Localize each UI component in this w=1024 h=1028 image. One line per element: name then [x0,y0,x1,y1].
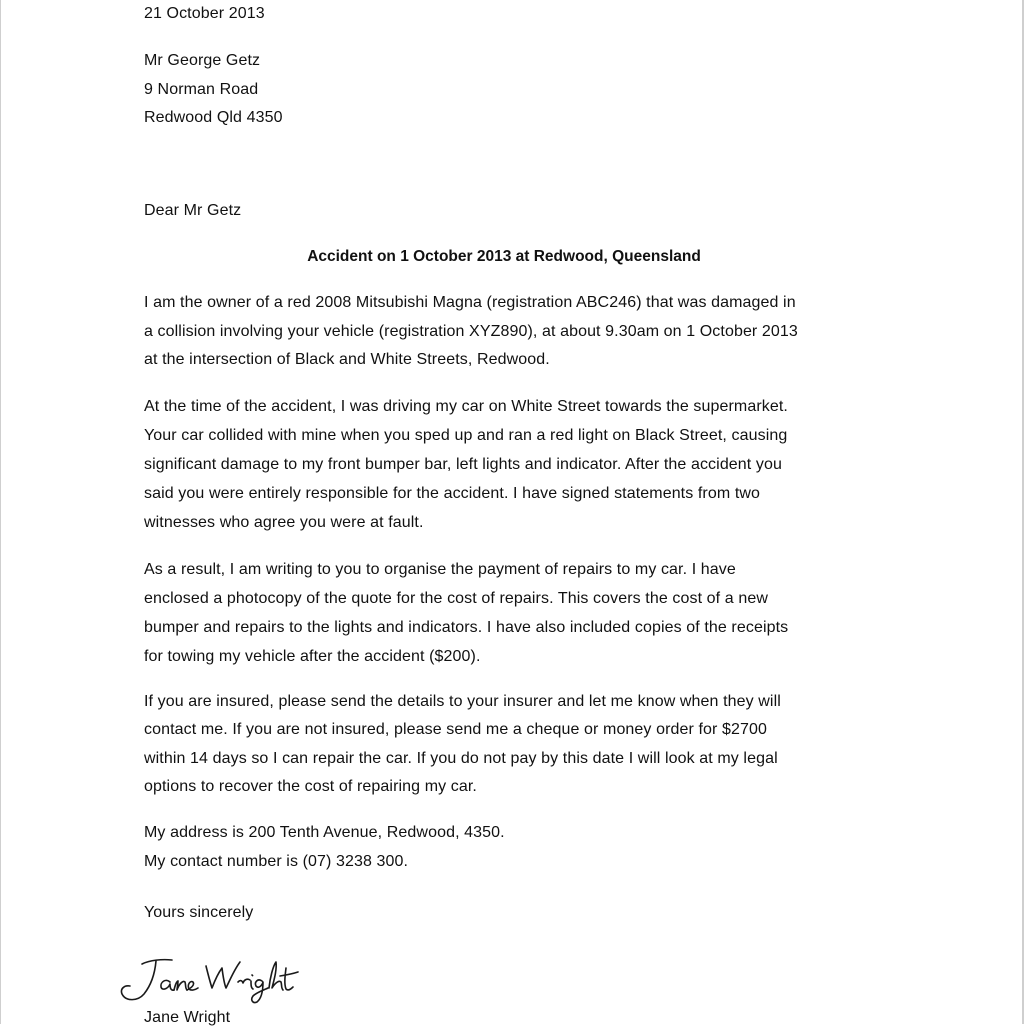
body-line: As a result, I am writing to you to organise the payment of repairs to my car. I have [144,561,736,578]
recipient-street: 9 Norman Road [144,81,259,98]
page-left-edge [0,0,1,1024]
handwritten-signature [112,944,302,1006]
body-line: enclosed a photocopy of the quote for the cost of repairs. This covers the cost of a new [144,590,768,607]
body-line: within 14 days so I can repair the car. If you do not pay by this date I will look at my legal [144,750,778,767]
body-line: a collision involving your vehicle (registration XYZ890), at about 9.30am on 1 October 2013 [144,323,798,340]
letter-subject: Accident on 1 October 2013 at Redwood, Queensland [307,248,701,265]
body-line: At the time of the accident, I was driving my car on White Street towards the supermarket. [144,398,788,415]
sender-name: Jane Wright [144,1009,231,1026]
salutation: Dear Mr Getz [144,202,242,219]
body-line: bumper and repairs to the lights and indicators. I have also included copies of the receipts [144,619,789,636]
contact-phone: My contact number is (07) 3238 300. [144,853,409,870]
body-line: at the intersection of Black and White Streets, Redwood. [144,351,550,368]
closing: Yours sincerely [144,904,254,921]
body-line: Your car collided with mine when you sped up and ran a red light on Black Street, causing [144,427,788,444]
body-line: significant damage to my front bumper bar, left lights and indicator. After the accident you [144,456,782,473]
recipient-city: Redwood Qld 4350 [144,109,283,126]
letter-date: 21 October 2013 [144,5,265,22]
body-line: contact me. If you are not insured, please send me a cheque or money order for $2700 [144,721,767,738]
contact-address: My address is 200 Tenth Avenue, Redwood, 4350. [144,824,505,841]
body-line: witnesses who agree you were at fault. [144,514,424,531]
body-line: said you were entirely responsible for the accident. I have signed statements from two [144,485,761,502]
recipient-name: Mr George Getz [144,52,261,69]
body-line: I am the owner of a red 2008 Mitsubishi Magna (registration ABC246) that was damaged in [144,294,796,311]
body-line: If you are insured, please send the details to your insurer and let me know when they will [144,693,781,710]
body-line: options to recover the cost of repairing my car. [144,778,477,795]
body-line: for towing my vehicle after the accident ($200). [144,648,481,665]
